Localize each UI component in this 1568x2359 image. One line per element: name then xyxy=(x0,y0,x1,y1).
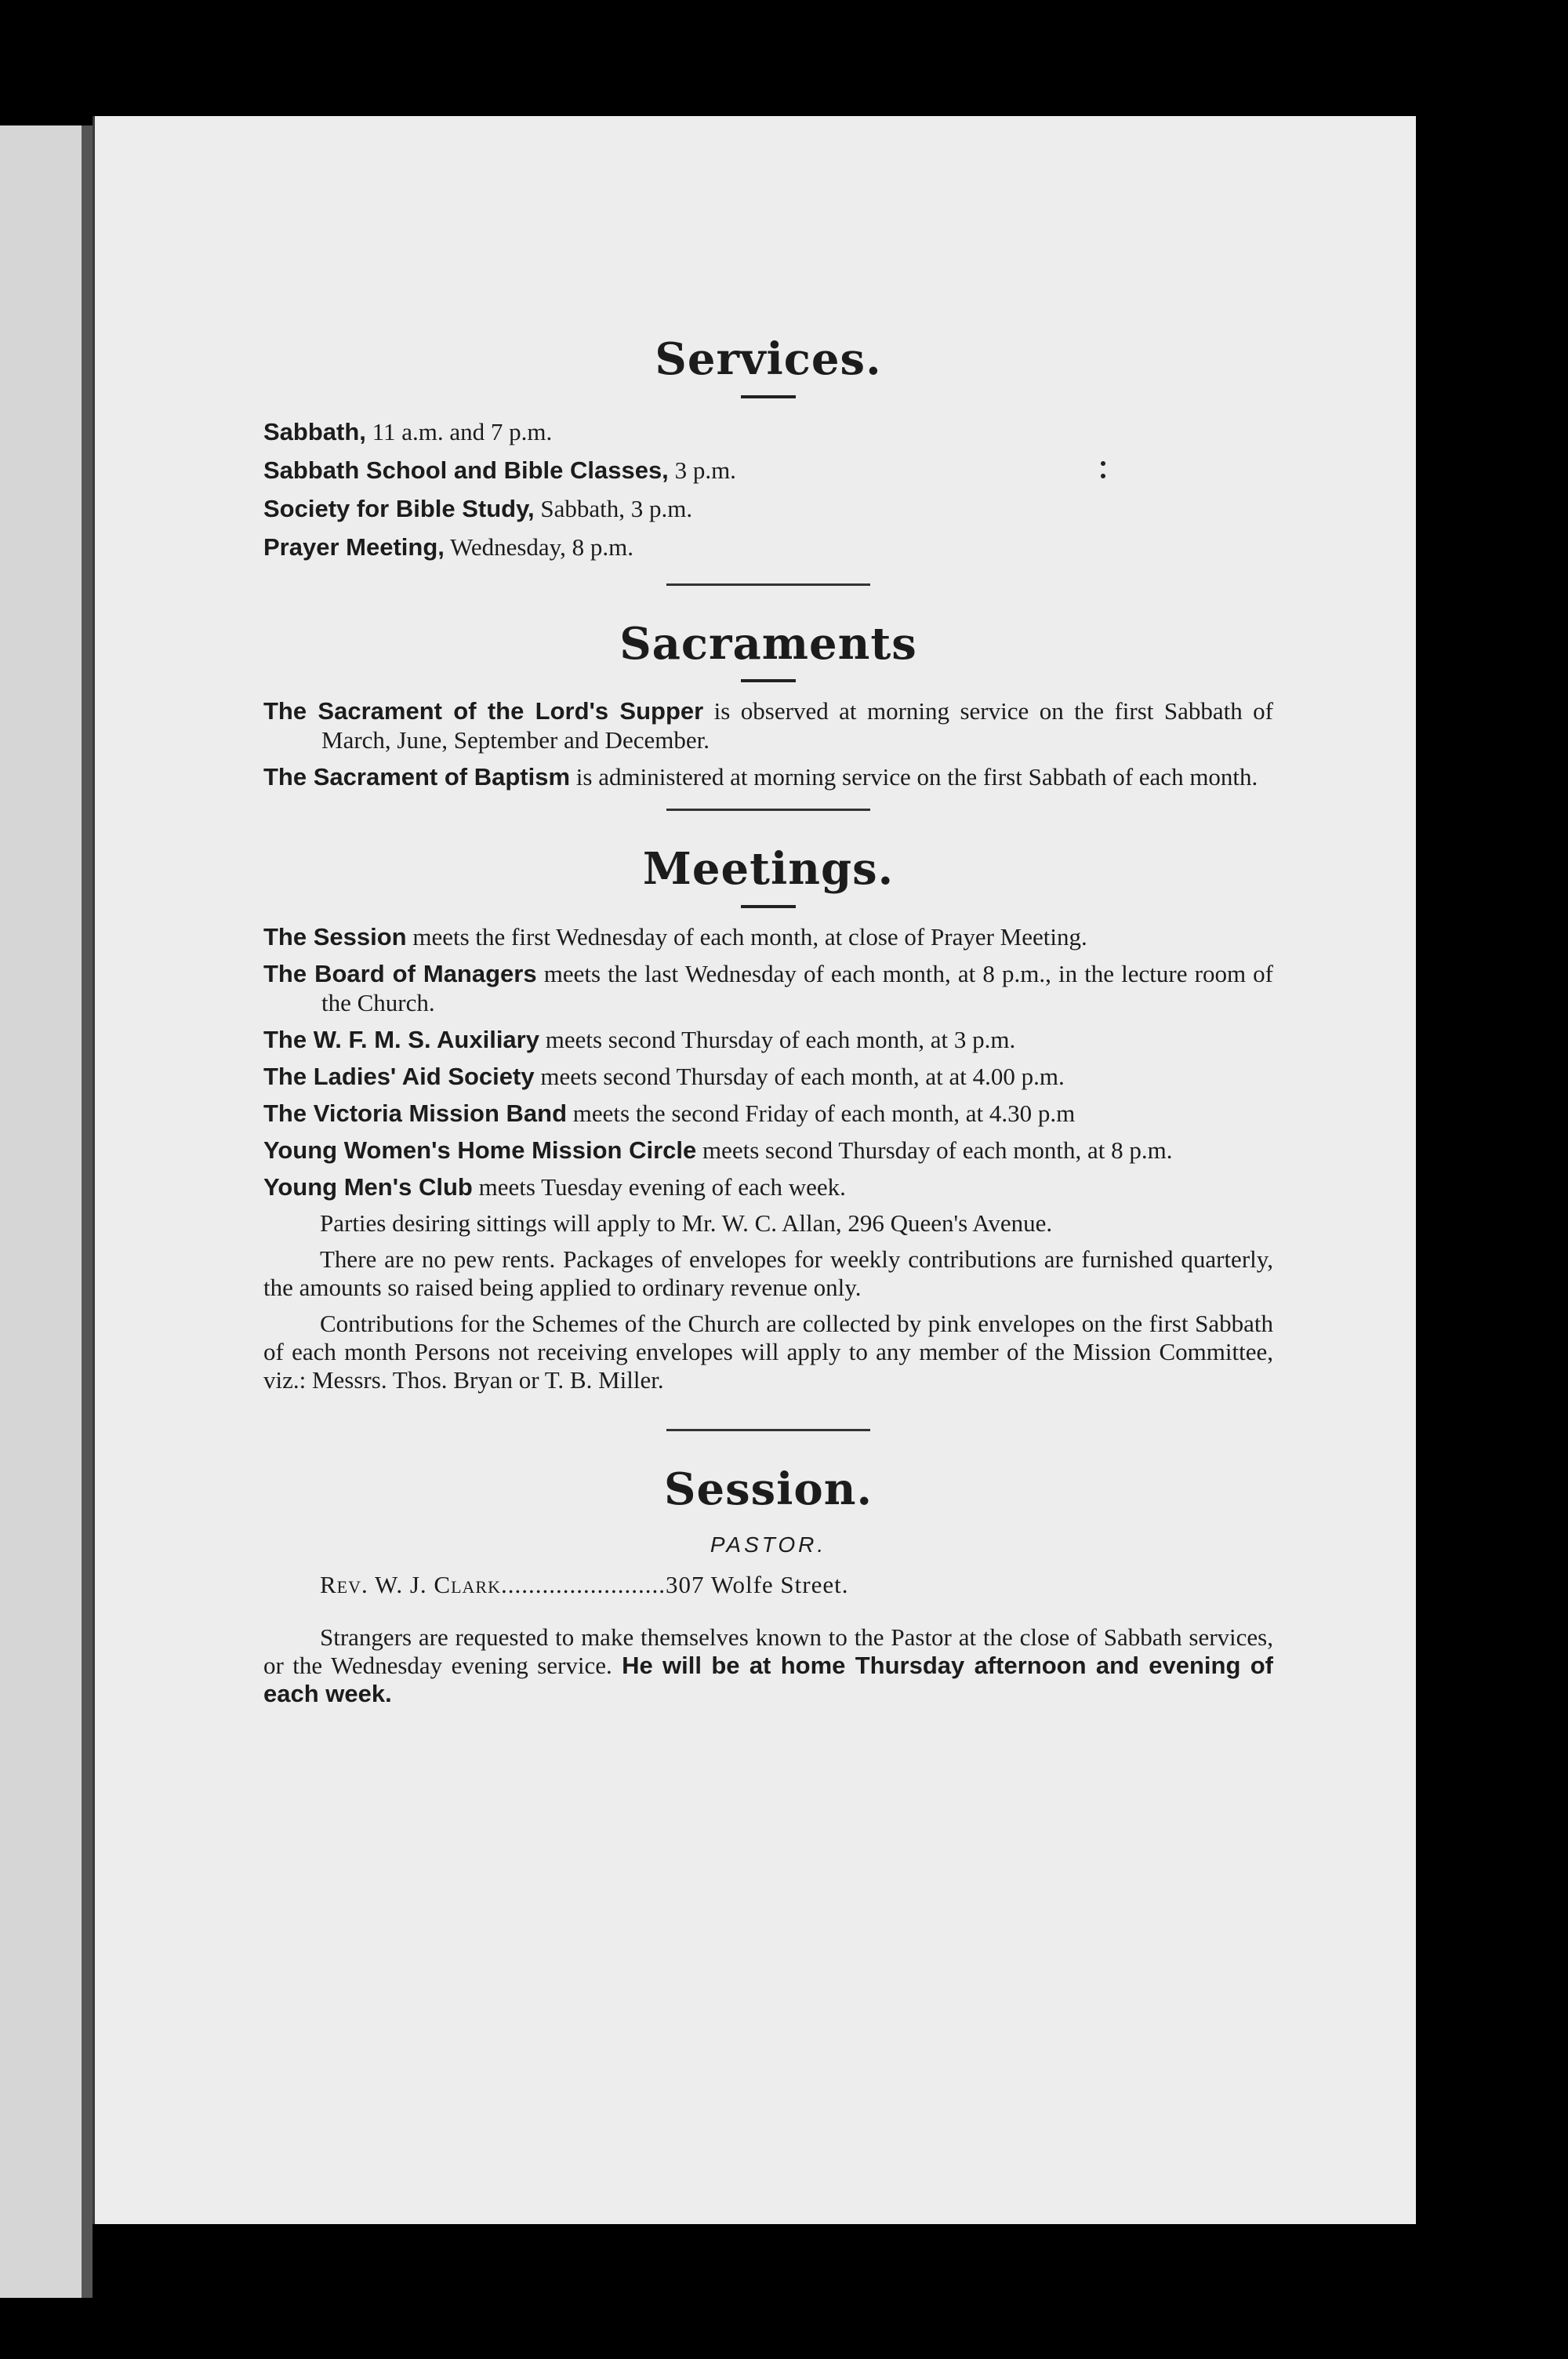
service-line xyxy=(263,451,1273,489)
meeting-label: The Session xyxy=(263,922,407,951)
meeting-text: meets the second Friday of each month, at 4.30 p.m xyxy=(567,1099,1076,1127)
meeting-label: The Ladies' Aid Society xyxy=(263,1062,535,1090)
page-content xyxy=(263,333,1273,1716)
service-label: Sabbath School and Bible Classes, xyxy=(263,456,669,484)
strangers-note: Strangers are requested to make themselves known to the Pastor at the close of Sabbath services, or the Wednesday evening service. xyxy=(263,1623,1273,1680)
sittings-paragraph: Parties desiring sittings will apply to Mr. W. C. Allan, 296 Queen's Avenue. xyxy=(320,1209,1053,1237)
meeting-item xyxy=(263,1099,1273,1128)
service-line xyxy=(263,489,1273,528)
meeting-label: The Victoria Mission Band xyxy=(263,1099,568,1127)
meeting-text: meets the last Wednesday of each month, at 8 p.m., in the lecture room of the Church. xyxy=(321,959,1273,1016)
section-divider xyxy=(666,583,870,586)
meeting-label: Young Women's Home Mission Circle xyxy=(263,1136,697,1164)
pastor-address: 307 Wolfe Street. xyxy=(666,1571,849,1599)
meeting-label: Young Men's Club xyxy=(263,1172,473,1201)
sacrament-item xyxy=(263,762,1273,791)
document-page xyxy=(93,116,1416,2224)
meeting-item xyxy=(263,1062,1273,1091)
session-section xyxy=(263,1463,1273,1709)
meeting-label: The Board of Managers xyxy=(263,959,537,987)
service-time: 11 a.m. and 7 p.m. xyxy=(365,417,553,445)
sacrament-label: The Sacrament of the Lord's Supper xyxy=(263,697,704,725)
sacrament-label: The Sacrament of Baptism xyxy=(263,763,571,791)
services-heading: Services. xyxy=(655,333,882,385)
section-divider xyxy=(666,1429,870,1431)
heading-rule xyxy=(741,905,796,908)
service-label: Sabbath, xyxy=(263,417,366,445)
session-heading: Session. xyxy=(664,1463,873,1515)
service-label: Prayer Meeting, xyxy=(263,533,445,561)
meetings-heading: Meetings. xyxy=(642,843,895,896)
book-gutter xyxy=(82,125,93,2298)
meeting-item xyxy=(263,959,1273,1017)
meeting-text: meets Tuesday evening of each week. xyxy=(472,1172,846,1201)
meeting-text: meets the first Wednesday of each month, at close of Prayer Meeting. xyxy=(406,922,1087,951)
sacraments-heading: Sacraments xyxy=(619,617,917,670)
meeting-text: meets second Thursday of each month, at at 4.00 p.m. xyxy=(534,1062,1065,1090)
print-speck xyxy=(1101,474,1105,478)
meeting-item xyxy=(263,1136,1273,1165)
service-line xyxy=(263,528,1273,566)
heading-rule xyxy=(741,679,796,682)
home-hours-note: He will be at home Thursday afternoon and evening of each week. xyxy=(263,1652,1273,1708)
service-time: 3 p.m. xyxy=(668,456,736,484)
sacraments-section xyxy=(263,617,1273,812)
service-line xyxy=(263,413,1273,451)
strangers-paragraph xyxy=(263,1623,1273,1708)
meeting-item xyxy=(263,922,1273,951)
sacrament-text: is administered at morning service on the first Sabbath of each month. xyxy=(570,763,1258,791)
meeting-text: meets second Thursday of each month, at 8 p.m. xyxy=(696,1136,1173,1164)
contributions-paragraph: Contributions for the Schemes of the Church are collected by pink envelopes on the first Sabbath of each month Persons not receiving envelopes will apply to any member of the Mission Committee, viz.: Messrs. Thos. Bryan or T. B. Miller. xyxy=(263,1309,1273,1394)
section-divider xyxy=(666,809,870,811)
envelopes-paragraph: There are no pew rents. Packages of envelopes for weekly contributions are furnished quarterly, the amounts so raised being applied to ordinary revenue only. xyxy=(263,1245,1273,1301)
service-time: Sabbath, 3 p.m. xyxy=(534,494,693,522)
pastor-line xyxy=(320,1568,1273,1601)
sacrament-item xyxy=(263,696,1273,754)
meeting-item xyxy=(263,1172,1273,1201)
service-label: Society for Bible Study, xyxy=(263,494,535,522)
heading-rule xyxy=(741,395,796,398)
dot-leader: ........................ xyxy=(501,1571,666,1599)
meetings-section xyxy=(263,845,1273,1431)
sacrament-text: is observed at morning service on the first Sabbath of March, June, September and December. xyxy=(321,697,1273,754)
facing-page-edge xyxy=(0,125,93,2298)
service-time: Wednesday, 8 p.m. xyxy=(444,533,634,561)
pastor-subheading: PASTOR. xyxy=(710,1532,827,1558)
print-speck xyxy=(1101,461,1105,466)
meeting-item xyxy=(263,1025,1273,1054)
pastor-name: Rev. W. J. Clark xyxy=(320,1571,501,1599)
meeting-label: The W. F. M. S. Auxiliary xyxy=(263,1025,539,1053)
services-section xyxy=(263,333,1273,586)
meeting-text: meets second Thursday of each month, at 3 p.m. xyxy=(539,1025,1016,1053)
